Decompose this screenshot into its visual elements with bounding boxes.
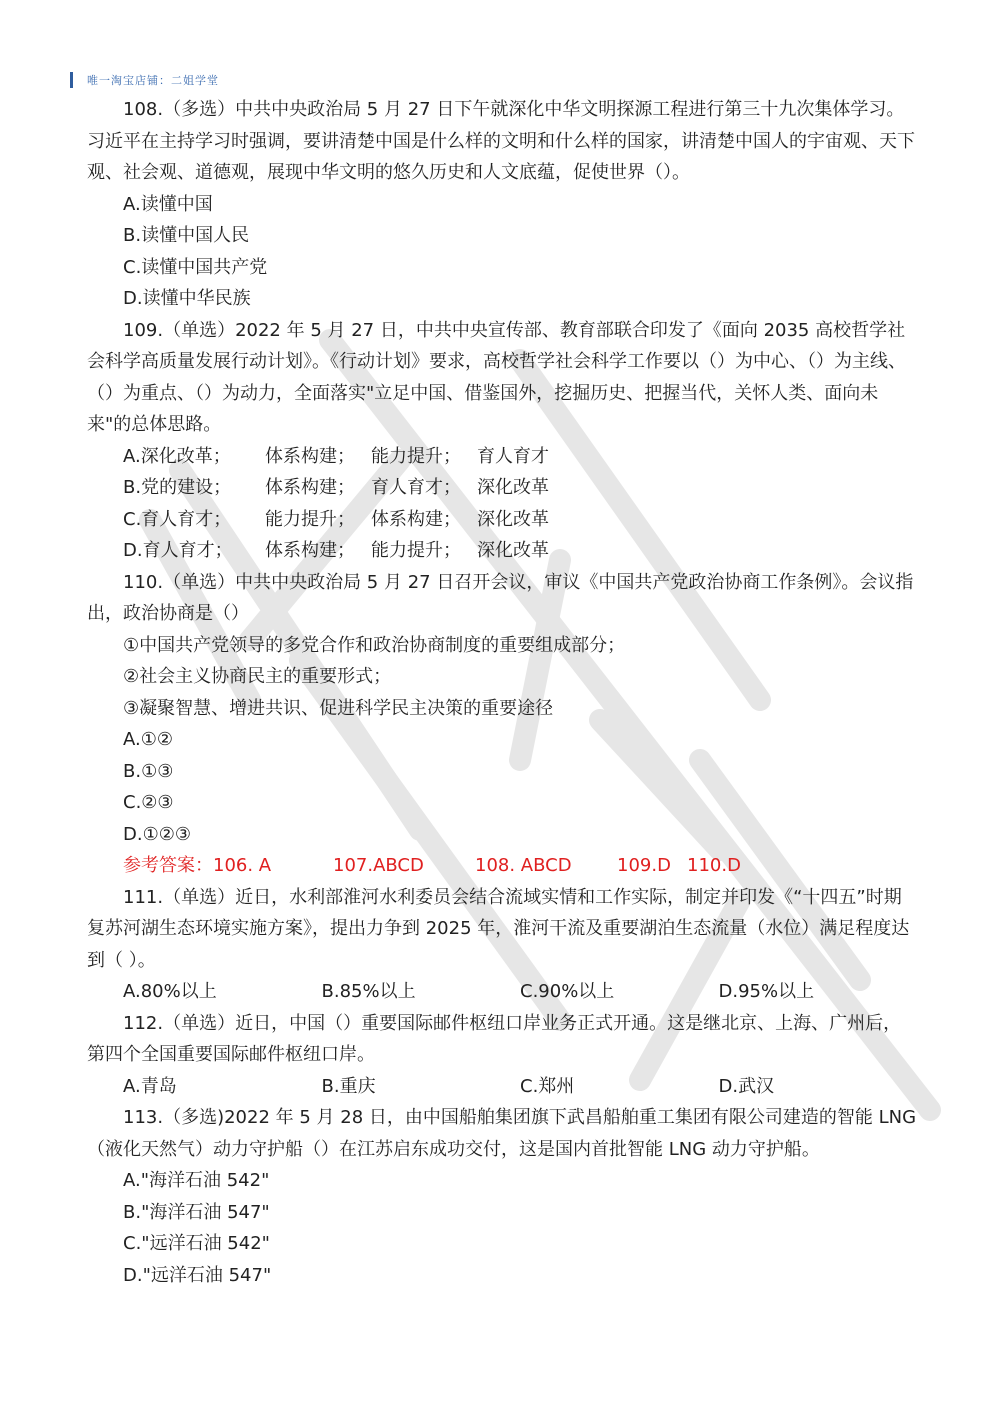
option-cell: 育人育才 [477,445,549,467]
option-cell: A.深化改革； [123,445,231,467]
question-109-option-c [87,504,917,536]
question-108-stem: 108.（多选）中共中央政治局 5 月 27 日下午就深化中华文明探源工程进行第三十九次集体学习。习近平在主持学习时强调，要讲清楚中国是什么样的文明和什么样的国家，讲清楚中国人的宇宙观、天下观、社会观、道德观，展现中华文明的悠久历史和人文底蕴，促使世界（）。 [87,99,915,183]
question-111-option-a: A.80%以上 [123,981,217,1002]
question-108-option-d: D.读懂中华民族 [123,288,251,309]
option-cell: 深化改革 [477,508,549,530]
option-cell: 体系构建； [371,508,461,530]
question-112-option-d: D.武汉 [718,1075,775,1097]
question-109-stem: 109.（单选）2022 年 5 月 27 日，中共中央宣传部、教育部联合印发了《面向 2035 高校哲学社会科学高质量发展行动计划》。《行动计划》要求，高校哲学社会科学工作要以（）为中心、（）为主线、（）为重点、（）为动力，全面落实"立足中国、借鉴国外，挖掘历史、把握当代，关怀人类、面向未来"的总体思路。 [87,319,906,435]
question-112-option-c: C.郑州 [520,1075,575,1097]
answer-106: 106. A [213,855,272,876]
option-cell: 能力提升； [371,540,461,561]
question-112-options [87,1071,917,1103]
header-accent-bar [70,72,73,88]
question-113-option-b: B."海洋石油 547" [123,1201,270,1223]
question-112-stem: 112.（单选）近日，中国（）重要国际邮件枢纽口岸业务正式开通。这是继北京、上海、广州后，第四个全国重要国际邮件枢纽口岸。 [87,1012,902,1065]
question-108-option-b: B.读懂中国人民 [123,225,250,246]
question-111-option-d: D.95%以上 [718,981,815,1002]
page-header [70,72,219,88]
reference-answers [87,850,917,882]
option-cell: 体系构建； [265,540,355,561]
question-111-option-b: B.85%以上 [321,981,416,1002]
option-cell: 能力提升； [265,508,355,530]
question-110-stem: 110.（单选）中共中央政治局 5 月 27 日召开会议，审议《中国共产党政治协商工作条例》。会议指出，政治协商是（） [87,571,914,624]
question-113-stem: 113.（多选)2022 年 5 月 28 日，由中国船舶集团旗下武昌船舶重工集团有限公司建造的智能 LNG（液化天然气）动力守护船（）在江苏启东成功交付，这是国内首批智能 LNG 动力守护船。 [87,1107,917,1160]
option-cell: C.育人育才； [123,508,232,530]
question-109-option-d [87,535,917,567]
question-113-option-c: C."远洋石油 542" [123,1233,270,1254]
answer-109: 109.D [617,855,671,876]
question-112-option-b: B.重庆 [321,1075,376,1097]
option-cell: B.党的建设； [123,477,232,498]
answer-110: 110.D [687,855,741,876]
question-111-option-c: C.90%以上 [520,981,615,1002]
question-document [87,94,917,1291]
question-110-option-a: A.①② [123,729,173,750]
question-110-option-b: B.①③ [123,760,174,782]
question-111-options [87,976,917,1008]
question-109-option-a [87,441,917,473]
option-cell: D.育人育才； [123,540,233,561]
question-110-item-3: ③凝聚智慧、增进共识、促进科学民主决策的重要途径 [123,697,554,719]
answer-107: 107.ABCD [333,855,424,876]
question-108-option-c: C.读懂中国共产党 [123,256,268,278]
option-cell: 育人育才； [371,477,461,498]
question-113-option-a: A."海洋石油 542" [123,1170,270,1191]
question-108-option-a: A.读懂中国 [123,193,213,215]
question-112-option-a: A.青岛 [123,1075,177,1097]
question-113-option-d: D."远洋石油 547" [123,1264,272,1286]
option-cell: 能力提升； [371,445,461,467]
question-111-stem: 111.（单选）近日，水利部淮河水利委员会结合流域实情和工作实际，制定并印发《“十四五”时期复苏河湖生态环境实施方案》，提出力争到 2025 年，淮河干流及重要湖泊生态流量（水位）满足程度达到（ ）。 [87,886,910,971]
option-cell: 深化改革 [477,540,549,561]
question-109-option-b [87,472,917,504]
option-cell: 体系构建； [265,477,355,498]
answers-label: 参考答案： [123,855,213,876]
header-shop-text: 唯一淘宝店铺：二姐学堂 [87,74,219,87]
question-110-option-d: D.①②③ [123,823,191,845]
question-110-item-2: ②社会主义协商民主的重要形式； [123,666,392,687]
option-cell: 体系构建； [265,445,355,467]
question-110-option-c: C.②③ [123,792,174,813]
option-cell: 深化改革 [477,477,549,498]
question-110-item-1: ①中国共产党领导的多党合作和政治协商制度的重要组成部分； [123,634,626,656]
answer-108: 108. ABCD [475,855,572,876]
